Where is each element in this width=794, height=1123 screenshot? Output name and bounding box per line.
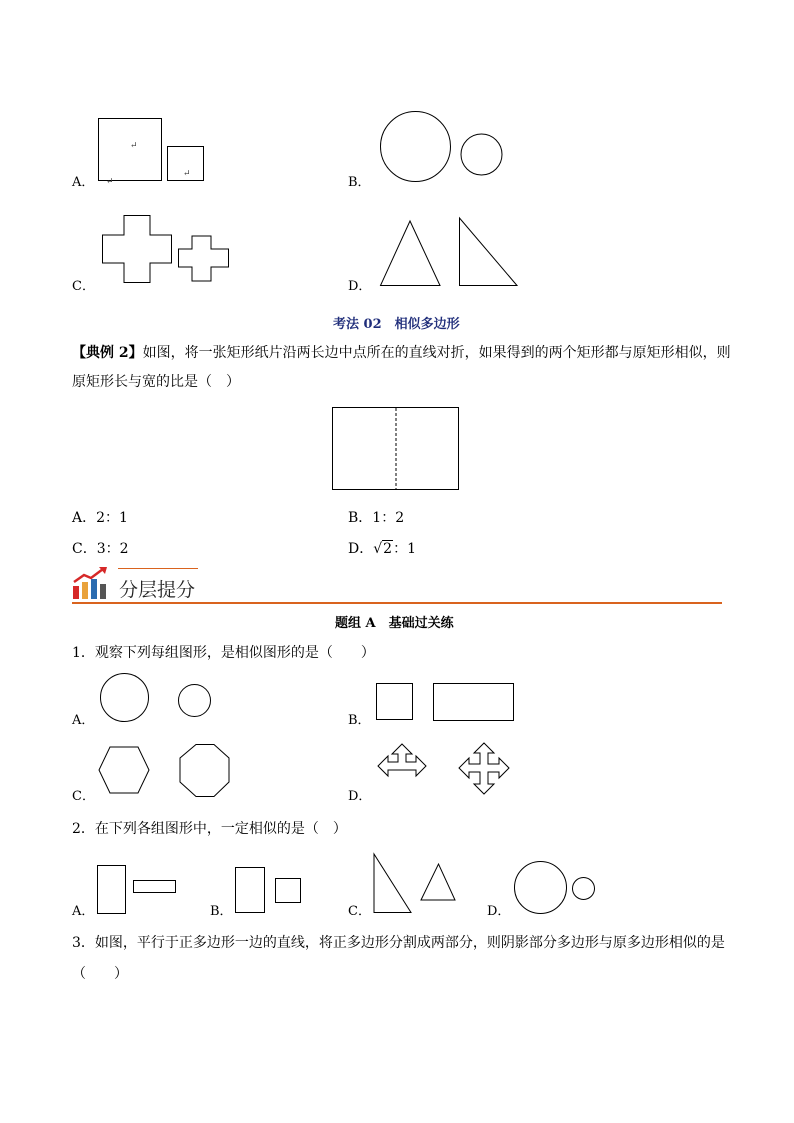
q2-rectangles-a-figure — [97, 865, 179, 915]
q2-option-a-label: A． — [72, 904, 95, 919]
crosses-figure — [102, 215, 232, 285]
example-2-line2: 原矩形长与宽的比是（ ） — [72, 374, 240, 390]
q2-triangles-figure — [373, 853, 458, 915]
q1-arrows-figure — [376, 742, 514, 798]
question-1-text: 1．观察下列每组图形，是相似图形的是（ ） — [72, 645, 375, 661]
squares-figure — [98, 118, 208, 187]
q1-rectangles-figure — [376, 683, 516, 723]
q2-option-c-label: C． — [348, 904, 371, 919]
answer-c: C．3：2 — [72, 541, 129, 557]
option-b-label: B． — [348, 175, 371, 190]
q2-rectangles-b-figure — [235, 867, 305, 915]
answer-b: B．1：2 — [348, 510, 405, 526]
folded-rectangle-figure — [332, 407, 460, 491]
q1-polygons-figure — [98, 744, 233, 799]
option-c-label: C． — [72, 279, 95, 294]
answer-d — [348, 539, 416, 559]
svg-text:↵: ↵ — [106, 177, 114, 187]
q2-circles-figure — [514, 861, 599, 915]
example-2-line1 — [72, 343, 731, 363]
question-3-line2: （ ） — [72, 966, 128, 982]
q1-option-a-label: A． — [72, 713, 95, 728]
question-3-line1: 3．如图，平行于正多边形一边的直线，将正多边形分割成两部分，则阴影部分多边形与原多边形相似的是 — [72, 935, 725, 951]
example-2-text: 如图，将一张矩形纸片沿两长边中点所在的直线对折，如果得到的两个矩形都与原矩形相似，则 — [142, 345, 731, 361]
answer-d-suffix: ：1 — [393, 541, 416, 557]
svg-text:↵: ↵ — [183, 169, 191, 179]
q2-option-d-label: D． — [487, 904, 511, 919]
banner-rule — [72, 602, 722, 604]
q2-option-b-label: B． — [210, 904, 233, 919]
group-a-title: 题组 A 基础过关练 — [335, 616, 454, 631]
question-2-text: 2．在下列各组图形中，一定相似的是（ ） — [72, 821, 347, 837]
svg-text:↵: ↵ — [130, 141, 138, 151]
q1-option-b-label: B． — [348, 713, 371, 728]
q1-option-c-label: C． — [72, 789, 95, 804]
triangles-figure — [380, 216, 520, 288]
answer-d-radicand: 2 — [383, 541, 393, 557]
q1-circles-figure — [100, 673, 215, 723]
q1-option-d-label: D． — [348, 789, 372, 804]
option-a-label: A． — [72, 175, 95, 190]
banner-title: 分层提分 — [119, 579, 196, 601]
chart-arrow-icon — [72, 566, 110, 600]
section-title: 考法 02 相似多边形 — [333, 317, 460, 332]
circles-figure — [380, 111, 505, 183]
example-2-prefix: 【典例 2】 — [72, 345, 143, 361]
answer-a: A．2：1 — [72, 510, 128, 526]
answer-d-prefix: D． — [348, 541, 374, 557]
option-d-label: D． — [348, 279, 372, 294]
sqrt-icon: √ — [373, 541, 383, 557]
banner-top-rule — [118, 568, 198, 569]
